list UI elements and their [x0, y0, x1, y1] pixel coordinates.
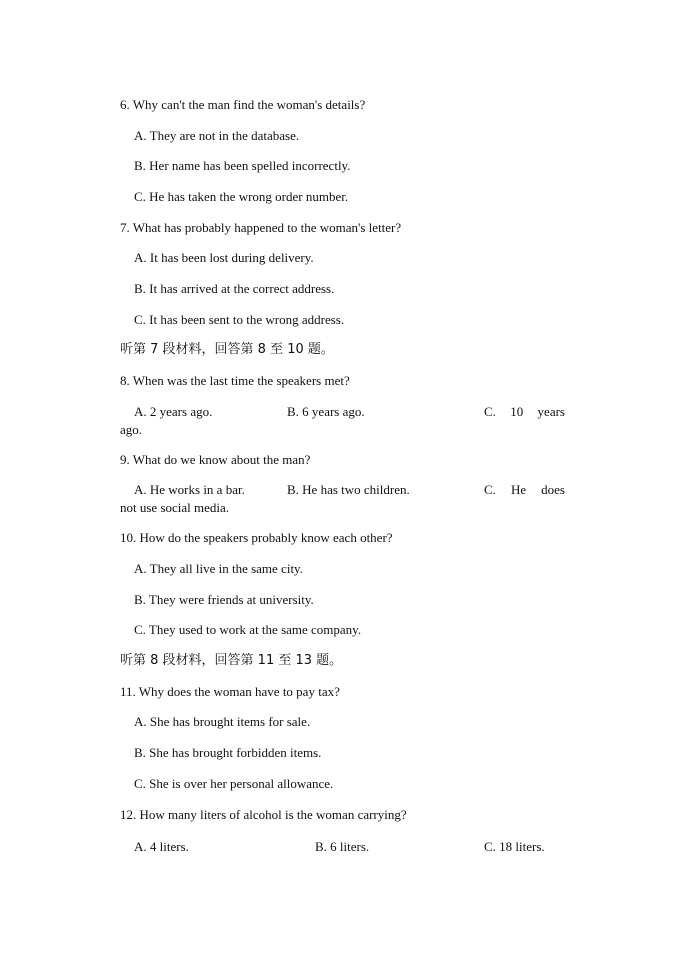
q8-option-c [484, 404, 565, 420]
q12-option-a: A. 4 liters. [134, 839, 189, 854]
q7-option-a: A. It has been lost during delivery. [134, 250, 314, 265]
q12-option-c: C. 18 liters. [484, 839, 545, 854]
q11-option-b: B. She has brought forbidden items. [134, 745, 322, 760]
q8-option-c-part: C. [484, 404, 496, 419]
q6-option-a: A. They are not in the database. [134, 128, 300, 143]
q10-option-b: B. They were friends at university. [134, 592, 314, 607]
section-7-instruction: 听第 7 段材料，回答第 8 至 10 题。 [120, 342, 334, 357]
q7-option-c: C. It has been sent to the wrong address. [134, 312, 345, 327]
q9-option-c-part: He [510, 482, 527, 497]
q11-question: 11. Why does the woman have to pay tax? [120, 684, 340, 699]
q7-question: 7. What has probably happened to the woman's letter? [120, 220, 402, 235]
q6-option-b: B. Her name has been spelled incorrectly. [134, 158, 351, 173]
q11-option-c: C. She is over her personal allowance. [134, 776, 334, 791]
q10-option-c: C. They used to work at the same company. [134, 622, 362, 637]
q8-option-b: B. 6 years ago. [287, 404, 365, 419]
q12-question: 12. How many liters of alcohol is the woman carrying? [120, 807, 407, 822]
q8-option-c-part: 10 [510, 404, 524, 419]
q8-option-c-part: years [537, 404, 565, 419]
section-8-instruction: 听第 8 段材料，回答第 11 至 13 题。 [120, 653, 343, 668]
q7-option-b: B. It has arrived at the correct address. [134, 281, 335, 296]
q10-question: 10. How do the speakers probably know each other? [120, 530, 393, 545]
q8-option-c-wrap: ago. [120, 422, 143, 437]
q8-question: 8. When was the last time the speakers met? [120, 373, 350, 388]
q6-option-c: C. He has taken the wrong order number. [134, 189, 349, 204]
q9-option-c-wrap: not use social media. [120, 500, 230, 515]
q9-option-c-part: C. [484, 482, 496, 497]
q8-option-a: A. 2 years ago. [134, 404, 213, 419]
q12-option-b: B. 6 liters. [315, 839, 370, 854]
q6-question: 6. Why can't the man find the woman's details? [120, 97, 366, 112]
q9-option-b: B. He has two children. [287, 482, 410, 497]
q9-option-a: A. He works in a bar. [134, 482, 245, 497]
q9-question: 9. What do we know about the man? [120, 452, 311, 467]
q9-option-c-part: does [541, 482, 565, 497]
q11-option-a: A. She has brought items for sale. [134, 714, 311, 729]
q9-option-c [484, 482, 565, 498]
q10-option-a: A. They all live in the same city. [134, 561, 303, 576]
